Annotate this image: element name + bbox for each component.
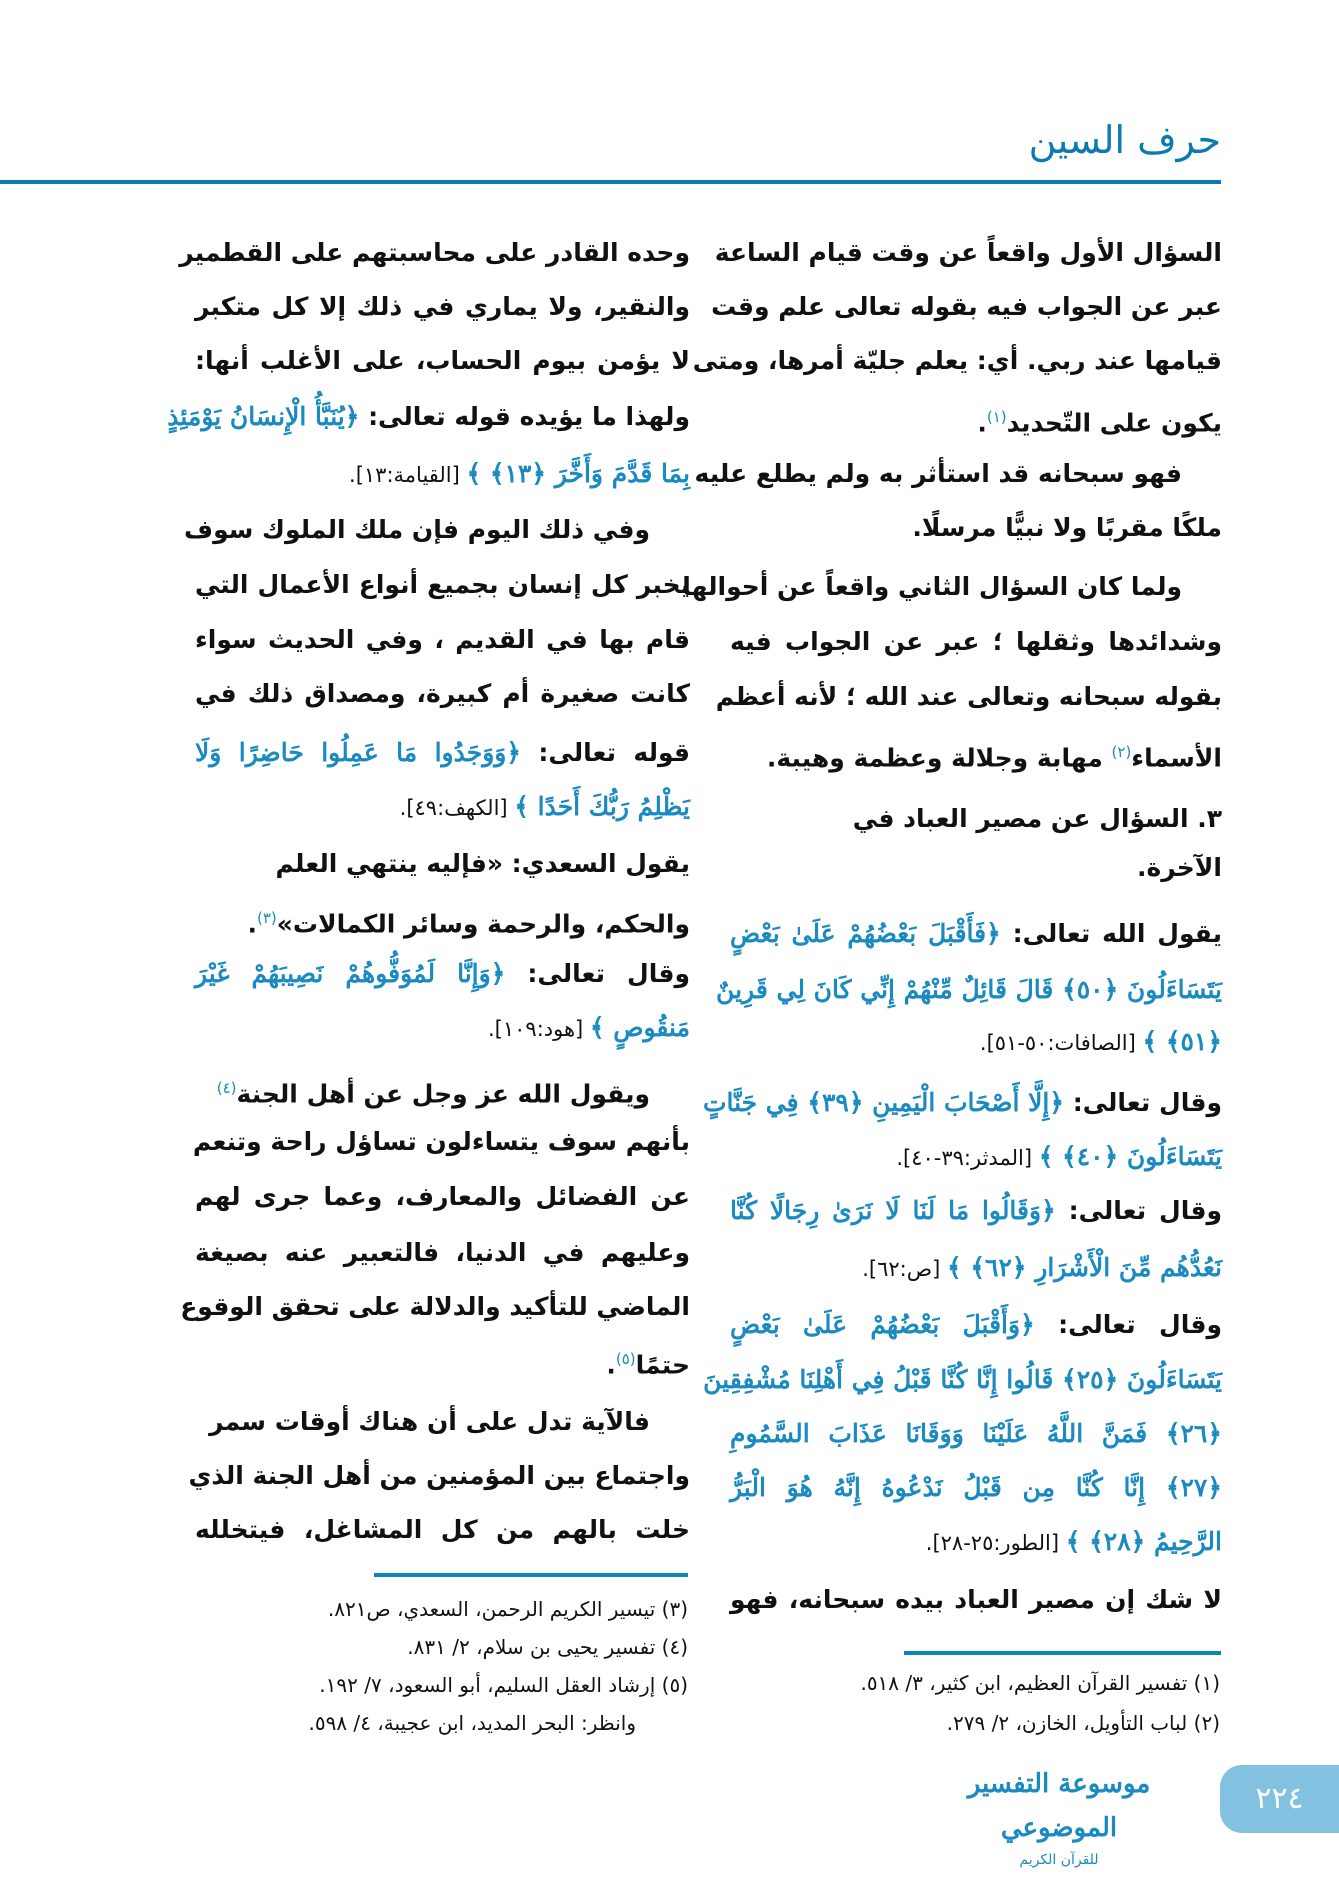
page-number: ٢٢٤ xyxy=(1220,1765,1339,1833)
footnote-1: (١) تفسير القرآن العظيم، ابن كثير، ٣/ ٥١٨. xyxy=(860,1671,1220,1695)
body-text: لا شك إن مصير العباد بيده سبحانه، فهو xyxy=(730,1585,1222,1614)
text-line xyxy=(730,1186,1222,1236)
body-text: وعليهم في الدنيا، فالتعبير عنه بصيغة xyxy=(195,1238,690,1267)
body-text: فهو سبحانه قد استأثر به ولم يطلع عليه xyxy=(694,459,1182,488)
text-line xyxy=(195,282,690,332)
quran-verse: ﴿وَأَقْبَلَ بَعْضُهُمْ عَلَىٰ بَعْضٍ xyxy=(730,1310,1035,1339)
quran-verse: ﴿وَإِنَّا لَمُوَفُّوهُمْ نَصِيبَهُمْ غَيْرَ xyxy=(195,959,506,988)
footnote-marker: (٥) xyxy=(615,1350,636,1368)
text-line xyxy=(195,1172,690,1222)
text-line xyxy=(711,282,1222,332)
body-text: قام بها في القديم ، وفي الحديث سواء xyxy=(195,625,690,654)
quran-verse: يَتَسَاءَلُونَ ﴿٢٥﴾ قَالُوا إِنَّا كُنَّا قَبْلُ فِي أَهْلِنَا مُشْفِقِينَ xyxy=(703,1365,1222,1394)
footnote-divider-right xyxy=(904,1651,1221,1655)
text-line xyxy=(730,909,1222,959)
body-text: والحكم، والرحمة وسائر الكمالات» xyxy=(276,909,690,939)
text-line xyxy=(730,843,1222,893)
body-text: والنقير، ولا يماري في ذلك إلا كل متكبر xyxy=(195,292,690,321)
body-text: عبر عن الجواب فيه بقوله تعالى علم وقت xyxy=(711,292,1222,321)
body-text: بقوله سبحانه وتعالى عند الله ؛ لأنه أعظم xyxy=(715,682,1222,711)
body-text: الآخرة. xyxy=(1136,853,1222,882)
quran-verse: ﴿إِلَّا أَصْحَابَ الْيَمِينِ ﴿٣٩﴾ فِي جَنَّاتٍ xyxy=(702,1088,1065,1117)
text-line xyxy=(730,1300,1222,1350)
text-line xyxy=(184,505,690,555)
body-text: لا يؤمن بيوم الحساب، على الأغلب أنها: xyxy=(195,346,690,375)
body-text: بأنهم سوف يتساءلون تساؤل راحة وتنعم xyxy=(192,1127,690,1156)
text-line xyxy=(716,965,1222,1015)
quran-verse: ﴿وَقَالُوا مَا لَنَا لَا نَرَىٰ رِجَالًا كُنَّا xyxy=(730,1196,1056,1225)
body-text: الماضي للتأكيد والدلالة على تحقق الوقوع xyxy=(180,1292,690,1321)
body-text: وقال تعالى: xyxy=(505,959,690,988)
body-text: ويقول الله عز وجل عن أهل الجنة xyxy=(236,1079,650,1109)
text-line xyxy=(730,1017,1222,1067)
footnote-4: (٤) تفسير يحيى بن سلام، ٢/ ٨٣١. xyxy=(407,1635,688,1659)
quran-verse: ﴿يُنَبَّأُ الْإِنسَانُ يَوْمَئِذٍ xyxy=(167,402,360,431)
text-line xyxy=(682,562,1222,612)
text-line xyxy=(702,1078,1222,1128)
text-line xyxy=(715,672,1222,722)
text-line xyxy=(730,503,1222,553)
quran-verse: يَتَسَاءَلُونَ ﴿٥٠﴾ قَالَ قَائِلٌ مِّنْهُمْ إِنِّي كَانَ لِي قَرِينٌ xyxy=(716,975,1222,1004)
body-text: وقال تعالى: xyxy=(1034,1310,1222,1339)
quran-verse: يَظْلِمُ رَبُّكَ أَحَدًا ﴾ xyxy=(514,792,690,821)
body-text: ملكًا مقربًا ولا نبيًّا مرسلًا. xyxy=(912,513,1222,542)
text-line xyxy=(730,1409,1222,1459)
verse-reference: [الكهف:٤٩]. xyxy=(399,796,515,820)
body-text: وشدائدها وثقلها ؛ عبر عن الجواب فيه xyxy=(730,627,1222,656)
body-text: . xyxy=(606,1350,616,1380)
quran-verse: ﴿فَأَقْبَلَ بَعْضُهُمْ عَلَىٰ بَعْضٍ xyxy=(730,919,1001,948)
text-line xyxy=(730,794,1222,844)
text-line xyxy=(714,228,1222,278)
quran-verse: ﴿٢٧﴾ إِنَّا كُنَّا مِن قَبْلُ نَدْعُوهُ إِنَّهُ هُوَ الْبَرُّ xyxy=(730,1473,1222,1502)
footnote-marker: (٣) xyxy=(256,909,277,927)
header-divider xyxy=(0,180,1221,184)
footnote-5: (٥) إرشاد العقل السليم، أبو السعود، ٧/ ١٩٢. xyxy=(319,1673,688,1697)
text-line xyxy=(195,839,690,889)
text-line xyxy=(167,392,690,442)
body-text: ولما كان السؤال الثاني واقعاً عن أحوالها xyxy=(682,572,1182,601)
body-text: مهابة وجلالة وعظمة وهيبة. xyxy=(766,743,1112,773)
text-line xyxy=(188,1451,690,1501)
text-line xyxy=(195,560,690,610)
text-line xyxy=(730,1517,1222,1567)
body-text: يكون على التّحديد xyxy=(1006,408,1222,438)
body-text: وفي ذلك اليوم فإن ملك الملوك سوف xyxy=(184,515,650,544)
text-line xyxy=(703,1355,1222,1405)
body-text: فالآية تدل على أن هناك أوقات سمر xyxy=(209,1407,650,1436)
body-text: وقال تعالى: xyxy=(1064,1088,1222,1117)
text-line xyxy=(180,1282,690,1332)
body-text: عن الفضائل والمعارف، وعما جرى لهم xyxy=(195,1182,690,1211)
body-text: الأسماء xyxy=(1131,743,1222,773)
verse-reference: [ص:٦٢]. xyxy=(862,1257,948,1281)
footnote-3: (٣) تيسير الكريم الرحمن، السعدي، ص٨٢١. xyxy=(327,1597,688,1621)
footnote-5-continued: وانظر: البحر المديد، ابن عجيبة، ٤/ ٥٩٨. xyxy=(308,1711,636,1735)
body-text: يخبر كل إنسان بجميع أنواع الأعمال التي xyxy=(195,570,690,599)
verse-reference: [الصافات:٥٠-٥١]. xyxy=(979,1031,1143,1055)
text-line xyxy=(730,1575,1222,1625)
logo-title: موسوعة التفسير الموضوعي xyxy=(967,1769,1151,1843)
chapter-title: حرف السين xyxy=(1028,118,1221,162)
body-text: خلت بالهم من كل المشاغل، فيتخلله xyxy=(195,1515,690,1544)
quran-verse: مَنقُوصٍ ﴾ xyxy=(589,1013,690,1042)
text-line xyxy=(730,1132,1222,1182)
text-line xyxy=(195,1334,690,1384)
quran-verse: الرَّحِيمُ ﴿٢٨﴾ ﴾ xyxy=(1065,1527,1222,1556)
body-text: حتمًا xyxy=(635,1350,690,1380)
text-line xyxy=(195,449,690,499)
footnote-marker: (٢) xyxy=(1111,743,1132,761)
quran-verse: يَتَسَاءَلُونَ ﴿٤٠﴾ ﴾ xyxy=(1038,1142,1222,1171)
text-line xyxy=(179,228,690,278)
body-text: واجتماع بين المؤمنين من أهل الجنة الذي xyxy=(188,1461,690,1490)
logo-subtitle: للقرآن الكريم xyxy=(1019,1852,1099,1868)
quran-verse: ﴿وَوَجَدُوا مَا عَمِلُوا حَاضِرًا وَلَا xyxy=(195,738,521,767)
body-text: كانت صغيرة أم كبيرة، ومصداق ذلك في xyxy=(195,679,690,708)
text-line xyxy=(730,1243,1222,1293)
verse-reference: [المدثر:٣٩-٤٠]. xyxy=(896,1146,1039,1170)
text-line xyxy=(195,1505,690,1555)
body-text: ولهذا ما يؤيده قوله تعالى: xyxy=(359,402,690,431)
text-line xyxy=(195,1397,690,1447)
footnote-2: (٢) لباب التأويل، الخازن، ٢/ ٢٧٩. xyxy=(946,1711,1220,1735)
text-line xyxy=(694,449,1222,499)
text-line xyxy=(195,728,690,778)
body-text: قوله تعالى: xyxy=(521,738,691,767)
text-line xyxy=(730,727,1222,777)
quran-verse: بِمَا قَدَّمَ وَأَخَّرَ ﴿١٣﴾ ﴾ xyxy=(466,459,690,488)
body-text: يقول السعدي: «فإليه ينتهي العلم xyxy=(275,849,690,878)
body-text: ٣. السؤال عن مصير العباد في xyxy=(852,804,1222,833)
footnote-marker: (١) xyxy=(986,408,1007,426)
quran-verse: ﴿٢٦﴾ فَمَنَّ اللَّهُ عَلَيْنَا وَوَقَانَا عَذَابَ السَّمُومِ xyxy=(730,1419,1222,1448)
body-text: يقول الله تعالى: xyxy=(1000,919,1223,948)
body-text: وحده القادر على محاسبتهم على القطمير xyxy=(179,238,690,267)
text-line xyxy=(730,1463,1222,1513)
text-line xyxy=(195,615,690,665)
text-line xyxy=(195,1063,690,1113)
verse-reference: [الطور:٢٥-٢٨]. xyxy=(925,1531,1066,1555)
text-line xyxy=(195,949,690,999)
footnote-marker: (٤) xyxy=(216,1079,237,1097)
body-text: وقال تعالى: xyxy=(1055,1196,1222,1225)
text-line xyxy=(195,1228,690,1278)
text-line xyxy=(195,1003,690,1053)
text-line xyxy=(692,336,1222,386)
quran-verse: ﴿٥١﴾ ﴾ xyxy=(1142,1027,1222,1056)
text-line xyxy=(195,336,690,386)
text-line xyxy=(195,893,690,943)
text-line xyxy=(195,782,690,832)
body-text: . xyxy=(247,909,257,939)
verse-reference: [هود:١٠٩]. xyxy=(487,1017,590,1041)
text-line xyxy=(730,617,1222,667)
body-text: قيامها عند ربي. أي: يعلم جليّة أمرها، ومتى xyxy=(692,346,1222,375)
footnote-divider-left xyxy=(374,1573,688,1577)
text-line xyxy=(195,669,690,719)
verse-reference: [القيامة:١٣]. xyxy=(349,463,467,487)
encyclopedia-logo xyxy=(934,1762,1184,1868)
body-text: السؤال الأول واقعاً عن وقت قيام الساعة xyxy=(714,238,1222,267)
text-line xyxy=(192,1117,690,1167)
text-line xyxy=(730,392,1222,442)
body-text: . xyxy=(977,408,987,438)
quran-verse: نَعُدُّهُم مِّنَ الْأَشْرَارِ ﴿٦٢﴾ ﴾ xyxy=(947,1253,1222,1282)
